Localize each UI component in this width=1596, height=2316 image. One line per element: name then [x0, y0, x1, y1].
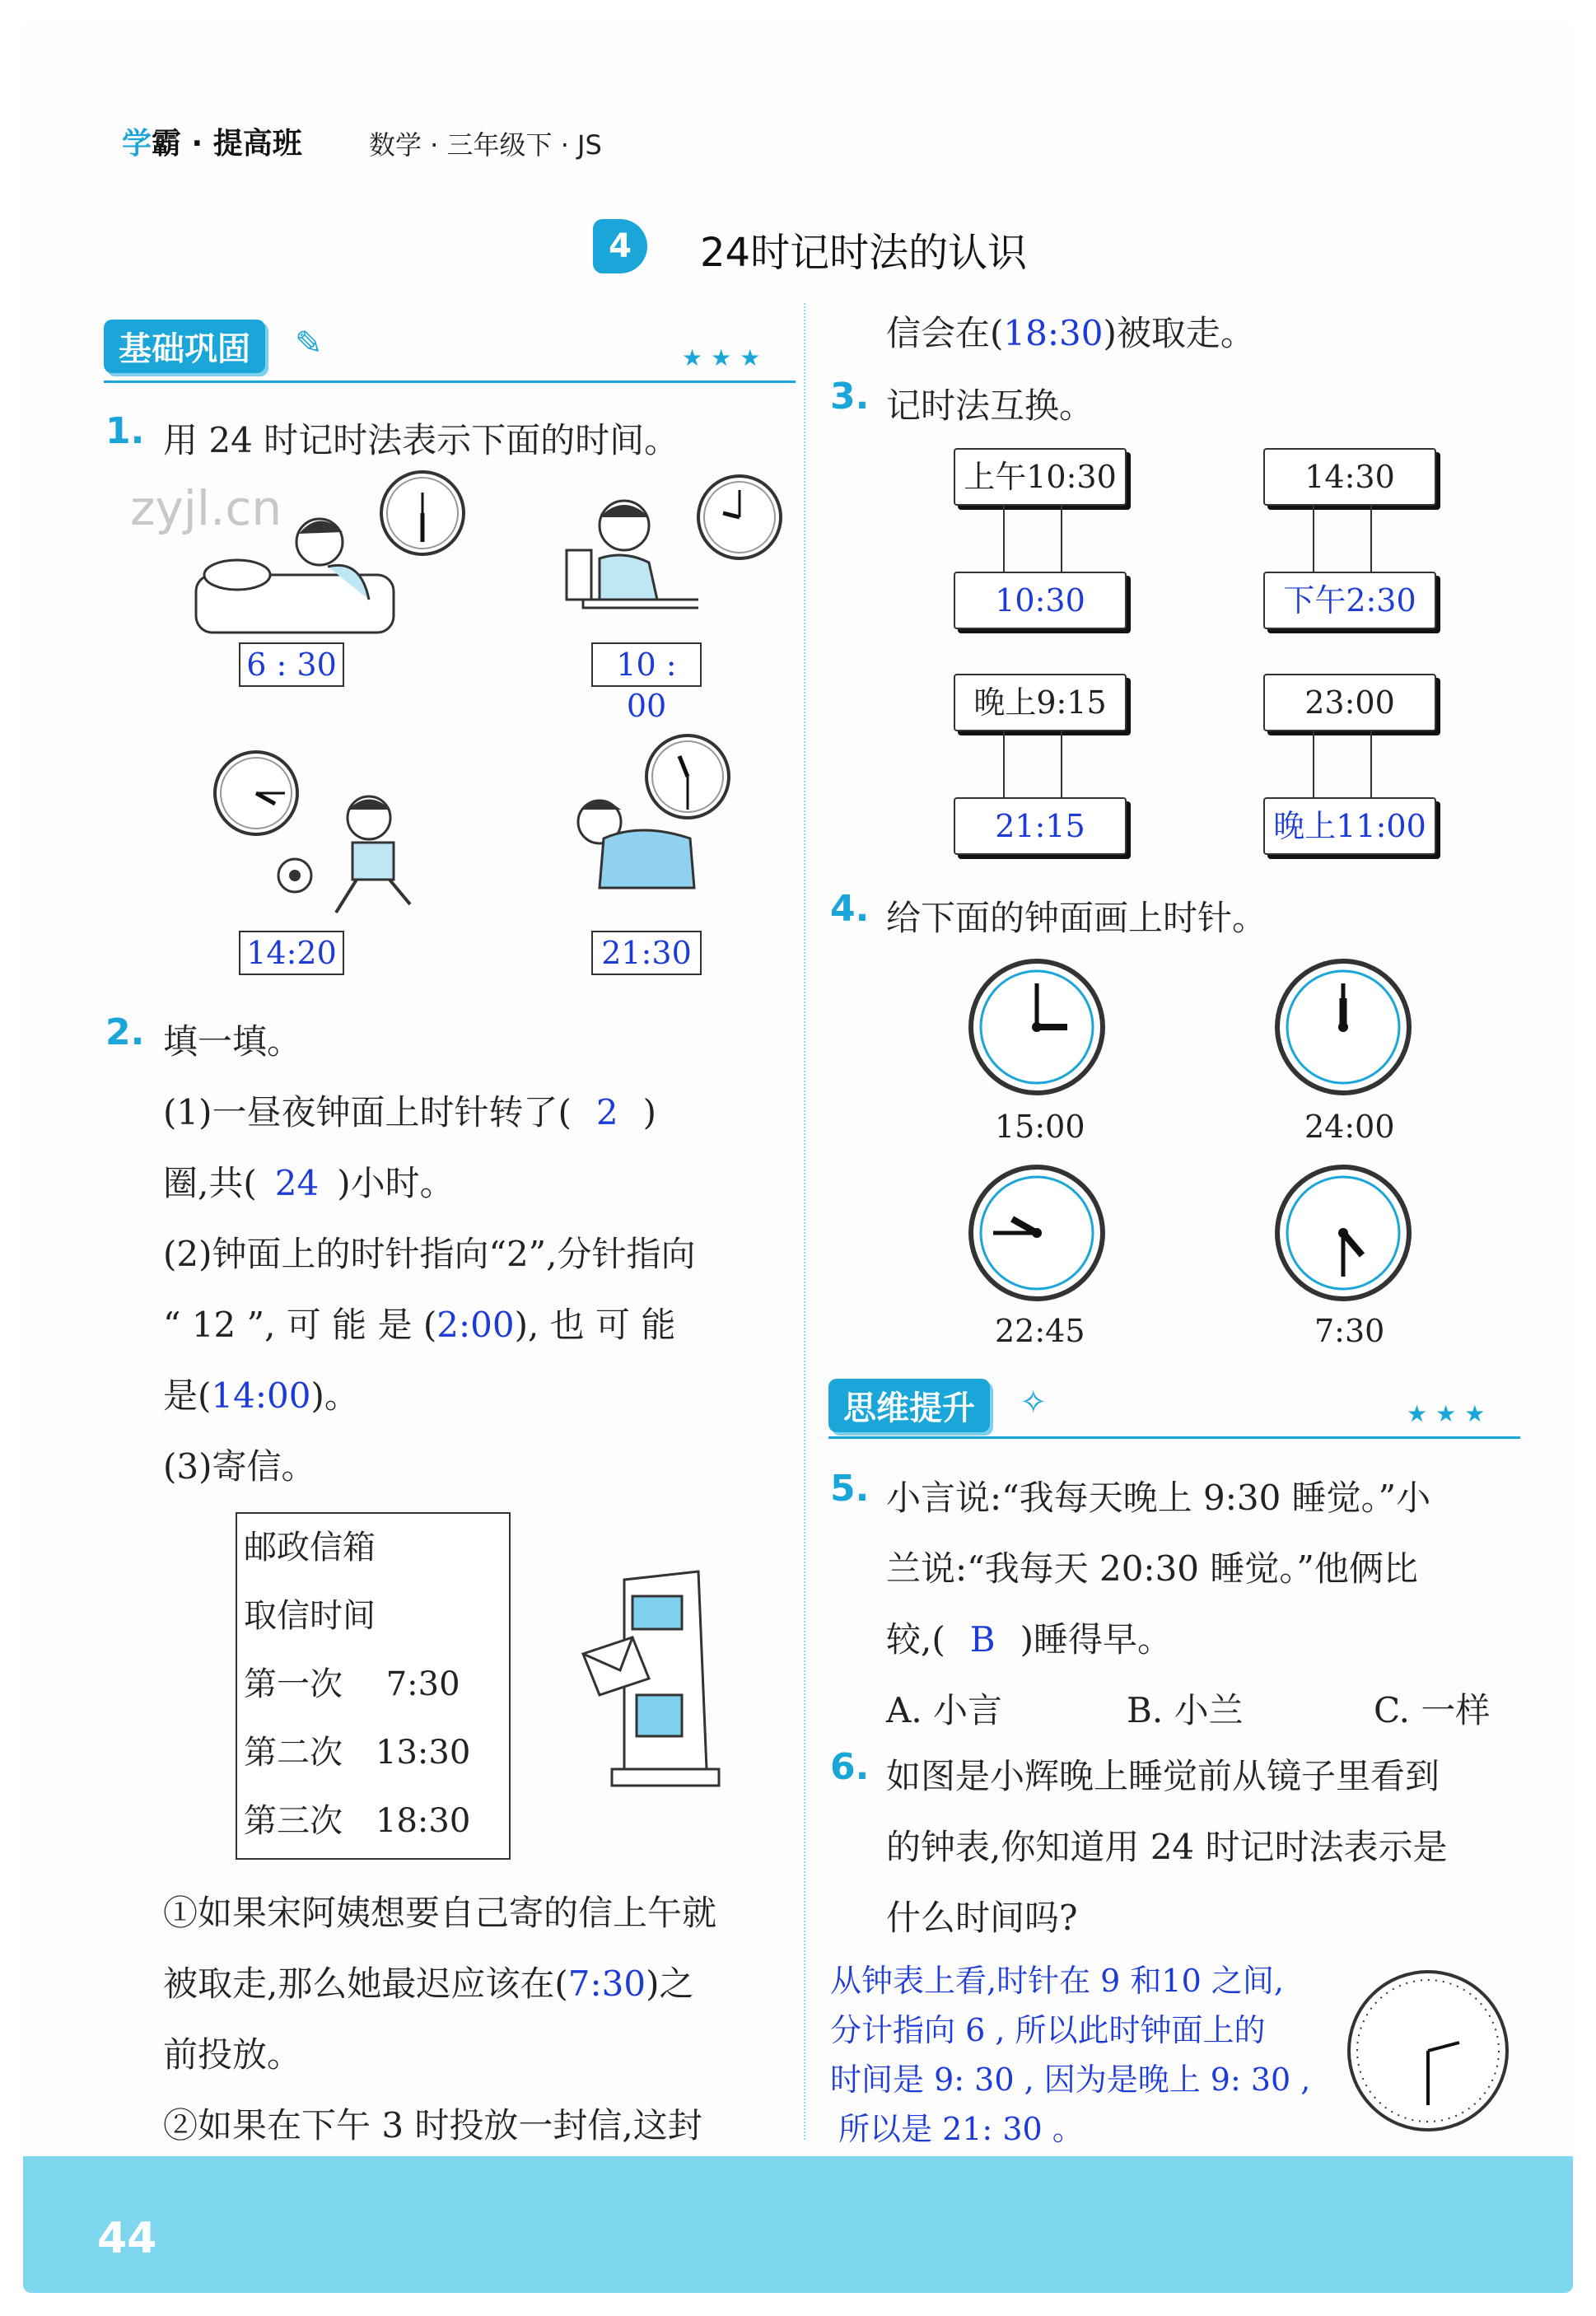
question-line: ②如果在下午 3 时投放一封信,这封: [163, 2105, 702, 2146]
footer-band: [23, 2156, 1573, 2293]
question-line: 较,( B )睡得早。: [886, 1619, 1173, 1660]
connector: [1313, 504, 1314, 572]
connector: [1003, 504, 1005, 572]
difficulty-stars: ★★★: [1407, 1400, 1494, 1427]
table-row: 第二次 13:30: [244, 1734, 471, 1772]
time-answer-box: 晚上11:00: [1263, 797, 1436, 855]
wall-clock-icon: [642, 731, 733, 822]
option-a: A. 小言: [886, 1690, 1003, 1730]
pencil-icon: ✎: [295, 325, 323, 362]
answer-box: 6 : 30: [239, 642, 344, 687]
mailbox-schedule-table: [236, 1512, 511, 1860]
question-text: 给下面的钟面画上时针。: [886, 898, 1267, 938]
connector: [1061, 730, 1062, 797]
question-line: 是(14:00)。: [163, 1375, 359, 1416]
section-advanced-divider: [828, 1436, 1520, 1439]
table-row: 第三次 18:30: [244, 1802, 471, 1840]
question-line: (1)一昼夜钟面上时针转了( 2 ): [163, 1092, 657, 1132]
question-text: 填一填。: [163, 1021, 302, 1062]
clock-label: 15:00: [995, 1109, 1085, 1145]
answer-line: 从钟表上看,时针在 9 和10 之间,: [830, 1963, 1284, 1999]
section-basic-divider: [104, 381, 796, 383]
clock-label: 24:00: [1304, 1109, 1395, 1145]
question-line: 被取走,那么她最迟应该在(7:30)之: [163, 1963, 694, 2004]
connector: [1061, 504, 1062, 572]
wall-clock-icon: [694, 472, 785, 563]
table-row: 第一次 7:30: [244, 1665, 460, 1703]
time-answer-box: 10:30: [954, 572, 1127, 629]
sparkle-icon: ✧: [1020, 1384, 1048, 1422]
book-subtitle: 数学 · 三年级下 · JS: [369, 129, 602, 161]
option-b: B. 小兰: [1127, 1690, 1244, 1730]
connector: [1003, 730, 1005, 797]
reading-boy-illustration: [550, 484, 698, 633]
question-line: (3)寄信。: [163, 1446, 316, 1487]
section-advanced-banner: 思维提升: [828, 1379, 990, 1432]
question-line: 什么时间吗?: [886, 1898, 1078, 1938]
question-number: 2.: [105, 1011, 145, 1053]
connector: [1370, 504, 1372, 572]
column-divider: [804, 303, 805, 2140]
option-c: C. 一样: [1374, 1690, 1491, 1730]
difficulty-stars: ★★★: [682, 344, 769, 371]
question-line: (2)钟面上的时针指向“2”,分针指向: [163, 1234, 696, 1274]
question-line: 圈,共( 24 )小时。: [163, 1163, 455, 1203]
mailbox-illustration: [575, 1563, 748, 1810]
question-line: “ 12 ”, 可 能 是 (2:00), 也 可 能: [163, 1305, 676, 1345]
question-line: 的钟表,你知道用 24 时记时法表示是: [886, 1827, 1448, 1867]
workbook-page: [23, 23, 1573, 2293]
question-number: 5.: [830, 1468, 870, 1510]
unit-title: 24时记时法的认识: [700, 230, 1028, 276]
question-number: 4.: [830, 888, 870, 930]
page-number: 44: [97, 2214, 157, 2263]
time-box: 14:30: [1263, 448, 1436, 506]
answer-box: 21:30: [591, 931, 702, 975]
soccer-boy-illustration: [270, 789, 435, 929]
watermark: zyjl.cn: [130, 480, 282, 536]
question-line: 兰说:“我每天 20:30 睡觉。”他俩比: [886, 1548, 1418, 1589]
answer-line: 时间是 9: 30 , 因为是晚上 9: 30 ,: [830, 2062, 1311, 2098]
question-number: 3.: [830, 376, 870, 418]
time-box: 上午10:30: [954, 448, 1127, 506]
answer-box: 10 : 00: [591, 642, 702, 687]
question-line: 前投放。: [163, 2034, 302, 2075]
answer-box: 14:20: [239, 931, 344, 975]
connector: [1313, 730, 1314, 797]
answer-line: 所以是 21: 30 。: [838, 2111, 1084, 2147]
time-answer-box: 21:15: [954, 797, 1127, 855]
connector: [1370, 730, 1372, 797]
question-number: 1.: [105, 410, 145, 452]
clock-face-icon: [967, 1163, 1107, 1303]
clock-face-icon: [967, 957, 1107, 1097]
clock-face-icon: [1273, 1163, 1413, 1303]
question-text: 用 24 时记时法表示下面的时间。: [163, 420, 679, 460]
question-line: 小言说:“我每天晚上 9:30 睡觉。”小: [886, 1478, 1431, 1518]
unit-number-badge: 4: [593, 219, 647, 273]
question-line: 如图是小辉晚上睡觉前从镜子里看到: [886, 1756, 1440, 1796]
brand-logo: 学霸 · 提高班: [122, 127, 302, 161]
section-basic-banner: 基础巩固: [104, 320, 265, 373]
question-line: 信会在(18:30)被取走。: [886, 313, 1255, 353]
question-number: 6.: [830, 1746, 870, 1788]
question-line: ①如果宋阿姨想要自己寄的信上午就: [163, 1893, 717, 1933]
answer-line: 分计指向 6 , 所以此时钟面上的: [830, 2012, 1266, 2048]
clock-label: 22:45: [995, 1313, 1085, 1349]
time-box: 23:00: [1263, 674, 1436, 731]
clock-label: 7:30: [1314, 1313, 1385, 1349]
table-row: 取信时间: [244, 1597, 376, 1635]
question-text: 记时法互换。: [886, 385, 1094, 426]
time-answer-box: 下午2:30: [1263, 572, 1436, 629]
mirror-clock-icon: [1344, 1967, 1512, 2135]
time-box: 晚上9:15: [954, 674, 1127, 731]
clock-face-icon: [1273, 957, 1413, 1097]
wall-clock-icon: [377, 468, 468, 558]
table-row: 邮政信箱: [244, 1529, 376, 1567]
